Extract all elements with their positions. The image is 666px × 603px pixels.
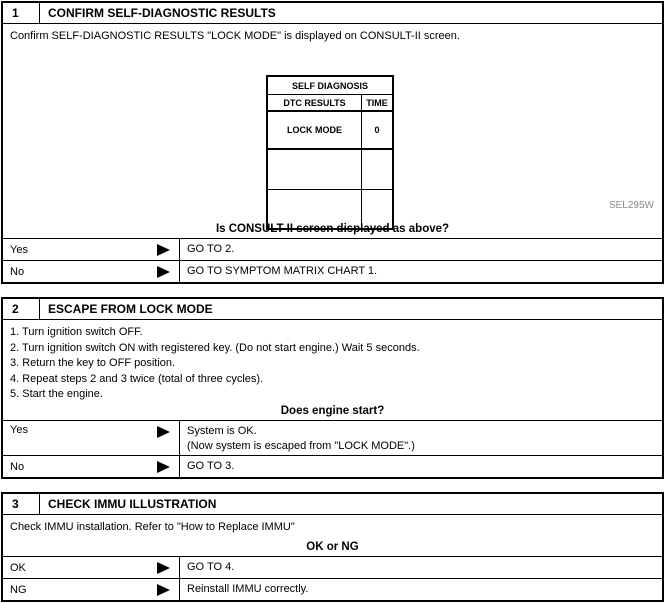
step-title: CONFIRM SELF-DIAGNOSTIC RESULTS xyxy=(48,6,276,20)
procedure-step: 4. Repeat steps 2 and 3 twice (total of three cycles). xyxy=(10,372,264,385)
decision-result: System is OK. xyxy=(187,425,257,437)
dtc-result-value: LOCK MODE xyxy=(268,112,362,148)
decision-row-no xyxy=(3,455,662,477)
empty-row xyxy=(268,150,392,190)
arrow-right-icon xyxy=(157,426,170,438)
procedure-step: 2. Turn ignition switch ON with registered key. (Do not start engine.) Wait 5 seconds. xyxy=(10,341,420,354)
procedure-step: 1. Turn ignition switch OFF. xyxy=(10,326,143,338)
step-2-body xyxy=(3,320,662,420)
dtc-results-column-header: DTC RESULTS xyxy=(268,95,362,110)
step-1-question: Is CONSULT-II screen displayed as above? xyxy=(215,223,450,235)
decision-label: No xyxy=(10,460,25,473)
step-1-description: Confirm SELF-DIAGNOSTIC RESULTS "LOCK MODE" is displayed on CONSULT-II screen. xyxy=(10,30,460,42)
decision-label: NG xyxy=(10,583,27,596)
step-3-block xyxy=(1,492,664,602)
figure-reference-code: SEL295W xyxy=(608,200,654,211)
step-2-question: Does engine start? xyxy=(280,405,385,417)
step-3-question: OK or NG xyxy=(306,541,359,553)
step-3-header xyxy=(3,494,662,515)
decision-label: OK xyxy=(10,561,26,574)
arrow-right-icon xyxy=(157,584,170,596)
step-title: CHECK IMMU ILLUSTRATION xyxy=(48,497,217,511)
consult-screen-header-row xyxy=(268,95,392,112)
arrow-right-icon xyxy=(157,244,170,256)
step-3-description: Check IMMU installation. Refer to "How to Replace IMMU" xyxy=(10,521,295,533)
decision-label: Yes xyxy=(10,243,28,256)
step-number: 2 xyxy=(3,299,40,319)
step-number: 1 xyxy=(3,3,40,23)
decision-row-yes xyxy=(3,420,662,455)
decision-result: GO TO SYMPTOM MATRIX CHART 1. xyxy=(187,265,378,277)
step-1-block xyxy=(1,1,664,284)
decision-result: GO TO 2. xyxy=(187,243,235,255)
dtc-result-row xyxy=(268,112,392,150)
decision-row-no xyxy=(3,260,662,282)
decision-row-ng xyxy=(3,578,662,600)
step-title: ESCAPE FROM LOCK MODE xyxy=(48,302,213,316)
arrow-right-icon xyxy=(157,461,170,473)
decision-row-yes xyxy=(3,238,662,260)
procedure-steps-list xyxy=(3,320,662,403)
decision-result-line-2: (Now system is escaped from "LOCK MODE".) xyxy=(187,440,415,452)
procedure-step: 3. Return the key to OFF position. xyxy=(10,357,176,370)
decision-label: Yes xyxy=(10,424,28,436)
step-2-block xyxy=(1,297,664,479)
step-1-header xyxy=(3,3,662,24)
consult-screen-mockup xyxy=(266,75,394,230)
decision-label: No xyxy=(10,265,25,278)
step-3-body xyxy=(3,515,662,556)
consult-screen-title: SELF DIAGNOSIS xyxy=(268,77,392,95)
arrow-right-icon xyxy=(157,266,170,278)
decision-result: GO TO 3. xyxy=(187,460,235,472)
procedure-step: 5. Start the engine. xyxy=(10,388,103,401)
step-1-body xyxy=(3,24,662,238)
decision-row-ok xyxy=(3,556,662,578)
step-number: 3 xyxy=(3,494,40,514)
time-value: 0 xyxy=(374,125,380,135)
time-column-header: TIME xyxy=(366,97,388,108)
step-2-header xyxy=(3,299,662,320)
decision-result: GO TO 4. xyxy=(187,561,235,573)
decision-result: Reinstall IMMU correctly. xyxy=(187,583,309,595)
arrow-right-icon xyxy=(157,562,170,574)
